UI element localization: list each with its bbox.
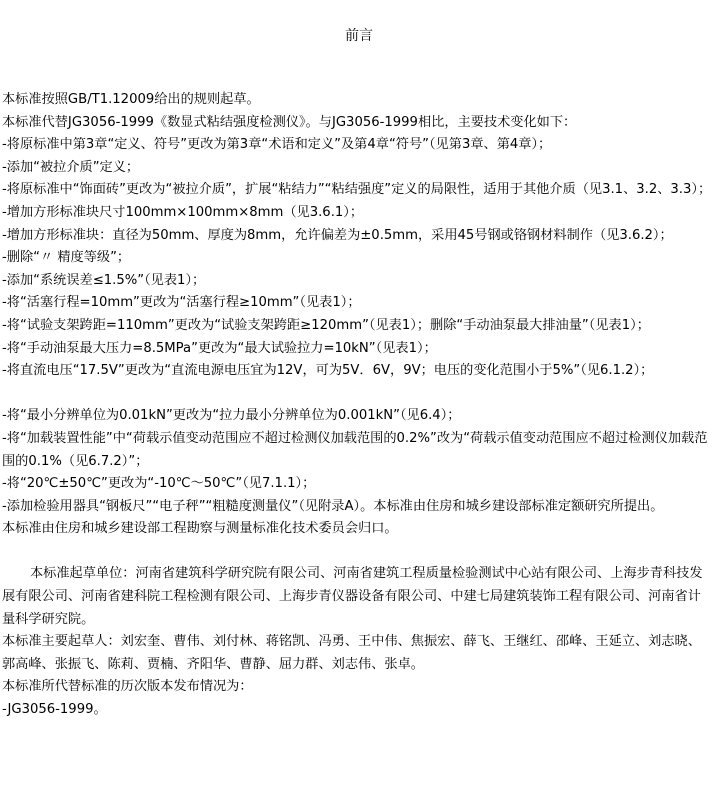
- drafters-paragraph: 本标准主要起草人：刘宏奎、曹伟、刘付林、蒋铭凯、冯勇、王中伟、焦振宏、薛飞、王继红、邵峰、王延立、刘志晓、郭高峰、张振飞、陈莉、贾楠、齐阳华、曹静、屈力群、刘志伟、张卓。: [2, 634, 701, 672]
- drafting-units-paragraph: 本标准起草单位：河南省建筑科学研究院有限公司、河南省建筑工程质量检验测试中心站有限公司、上海步青科技发展有限公司、河南省建科院工程检测有限公司、上海步青仪器设备有限公司、中建七局建筑装饰工程有限公司、河南省计量科学研究院。: [2, 566, 703, 627]
- list-item: -删除“〃 精度等级”；: [2, 250, 131, 266]
- list-item: -将“最小分辨单位为0.01kN”更改为“拉力最小分辨单位为0.001kN”（见6.4）；: [2, 408, 461, 424]
- list-item: -添加“被拉介质”定义；: [2, 159, 140, 175]
- list-item: -添加“系统误差≤1.5%”（见表1）；: [2, 272, 206, 288]
- blank-line: [2, 383, 714, 406]
- list-item: -将原标准中第3章“定义、符号”更改为第3章“术语和定义”及第4章“符号”（见第3章、第4章）；: [2, 137, 552, 153]
- list-item: -增加方形标准块：直径为50mm、厚度为8mm，允许偏差为±0.5mm，采用45号钢或铬钢材料制作（见3.6.2）；: [2, 227, 673, 243]
- list-item: -增加方形标准块尺寸100mm×100mm×8mm（见3.6.1）；: [2, 204, 364, 220]
- page-title: 前言: [345, 28, 373, 44]
- paragraph: 本标准所代替标准的历次版本发布情况为：: [2, 679, 253, 695]
- list-item: -将原标准中“饰面砖”更改为“被拉介质”，扩展“粘结力”“粘结强度”定义的局限性，适用于其他介质（见3.1、3.2、3.3）；: [2, 182, 712, 198]
- blank-line: [2, 541, 714, 564]
- list-item: -将“活塞行程=10mm”更改为“活塞行程≥10mm”（见表1）；: [2, 295, 361, 311]
- document-body: [2, 89, 714, 722]
- list-item: -将“试验支架跨距=110mm”更改为“试验支架跨距≥120mm”（见表1）；删除“手动油泵最大排油量”（见表1）；: [2, 317, 650, 333]
- list-item: -添加检验用器具“钢板尺”“电子秤”“粗糙度测量仪”（见附录A）。本标准由住房和城乡建设部标准定额研究所提出。: [2, 498, 664, 514]
- list-item: -JG3056-1999。: [2, 702, 107, 718]
- list-item: -将“手动油泵最大压力=8.5MPa”更改为“最大试验拉力=10kN”（见表1）；: [2, 340, 437, 356]
- paragraph: 本标准代替JG3056-1999《数显式粘结强度检测仪》。与JG3056-1999相比，主要技术变化如下：: [2, 114, 577, 130]
- list-item: -将“20℃±50℃”更改为“-10℃～50℃”（见7.1.1）；: [2, 476, 316, 492]
- list-item: -将“加载装置性能”中“荷载示值变动范围应不超过检测仪加载范围的0.2%”改为“荷载示值变动范围应不超过检测仪加载范围的0.1%（见6.7.2）”；: [2, 430, 708, 469]
- paragraph: 本标准由住房和城乡建设部工程勘察与测量标准化技术委员会归口。: [2, 521, 398, 537]
- paragraph: 本标准按照GB/T1.12009给出的规则起草。: [2, 92, 260, 107]
- list-item: -将直流电压“17.5V”更改为“直流电源电压宜为12V，可为5V．6V，9V；电压的变化范围小于5%”（见6.1.2）；: [2, 363, 654, 379]
